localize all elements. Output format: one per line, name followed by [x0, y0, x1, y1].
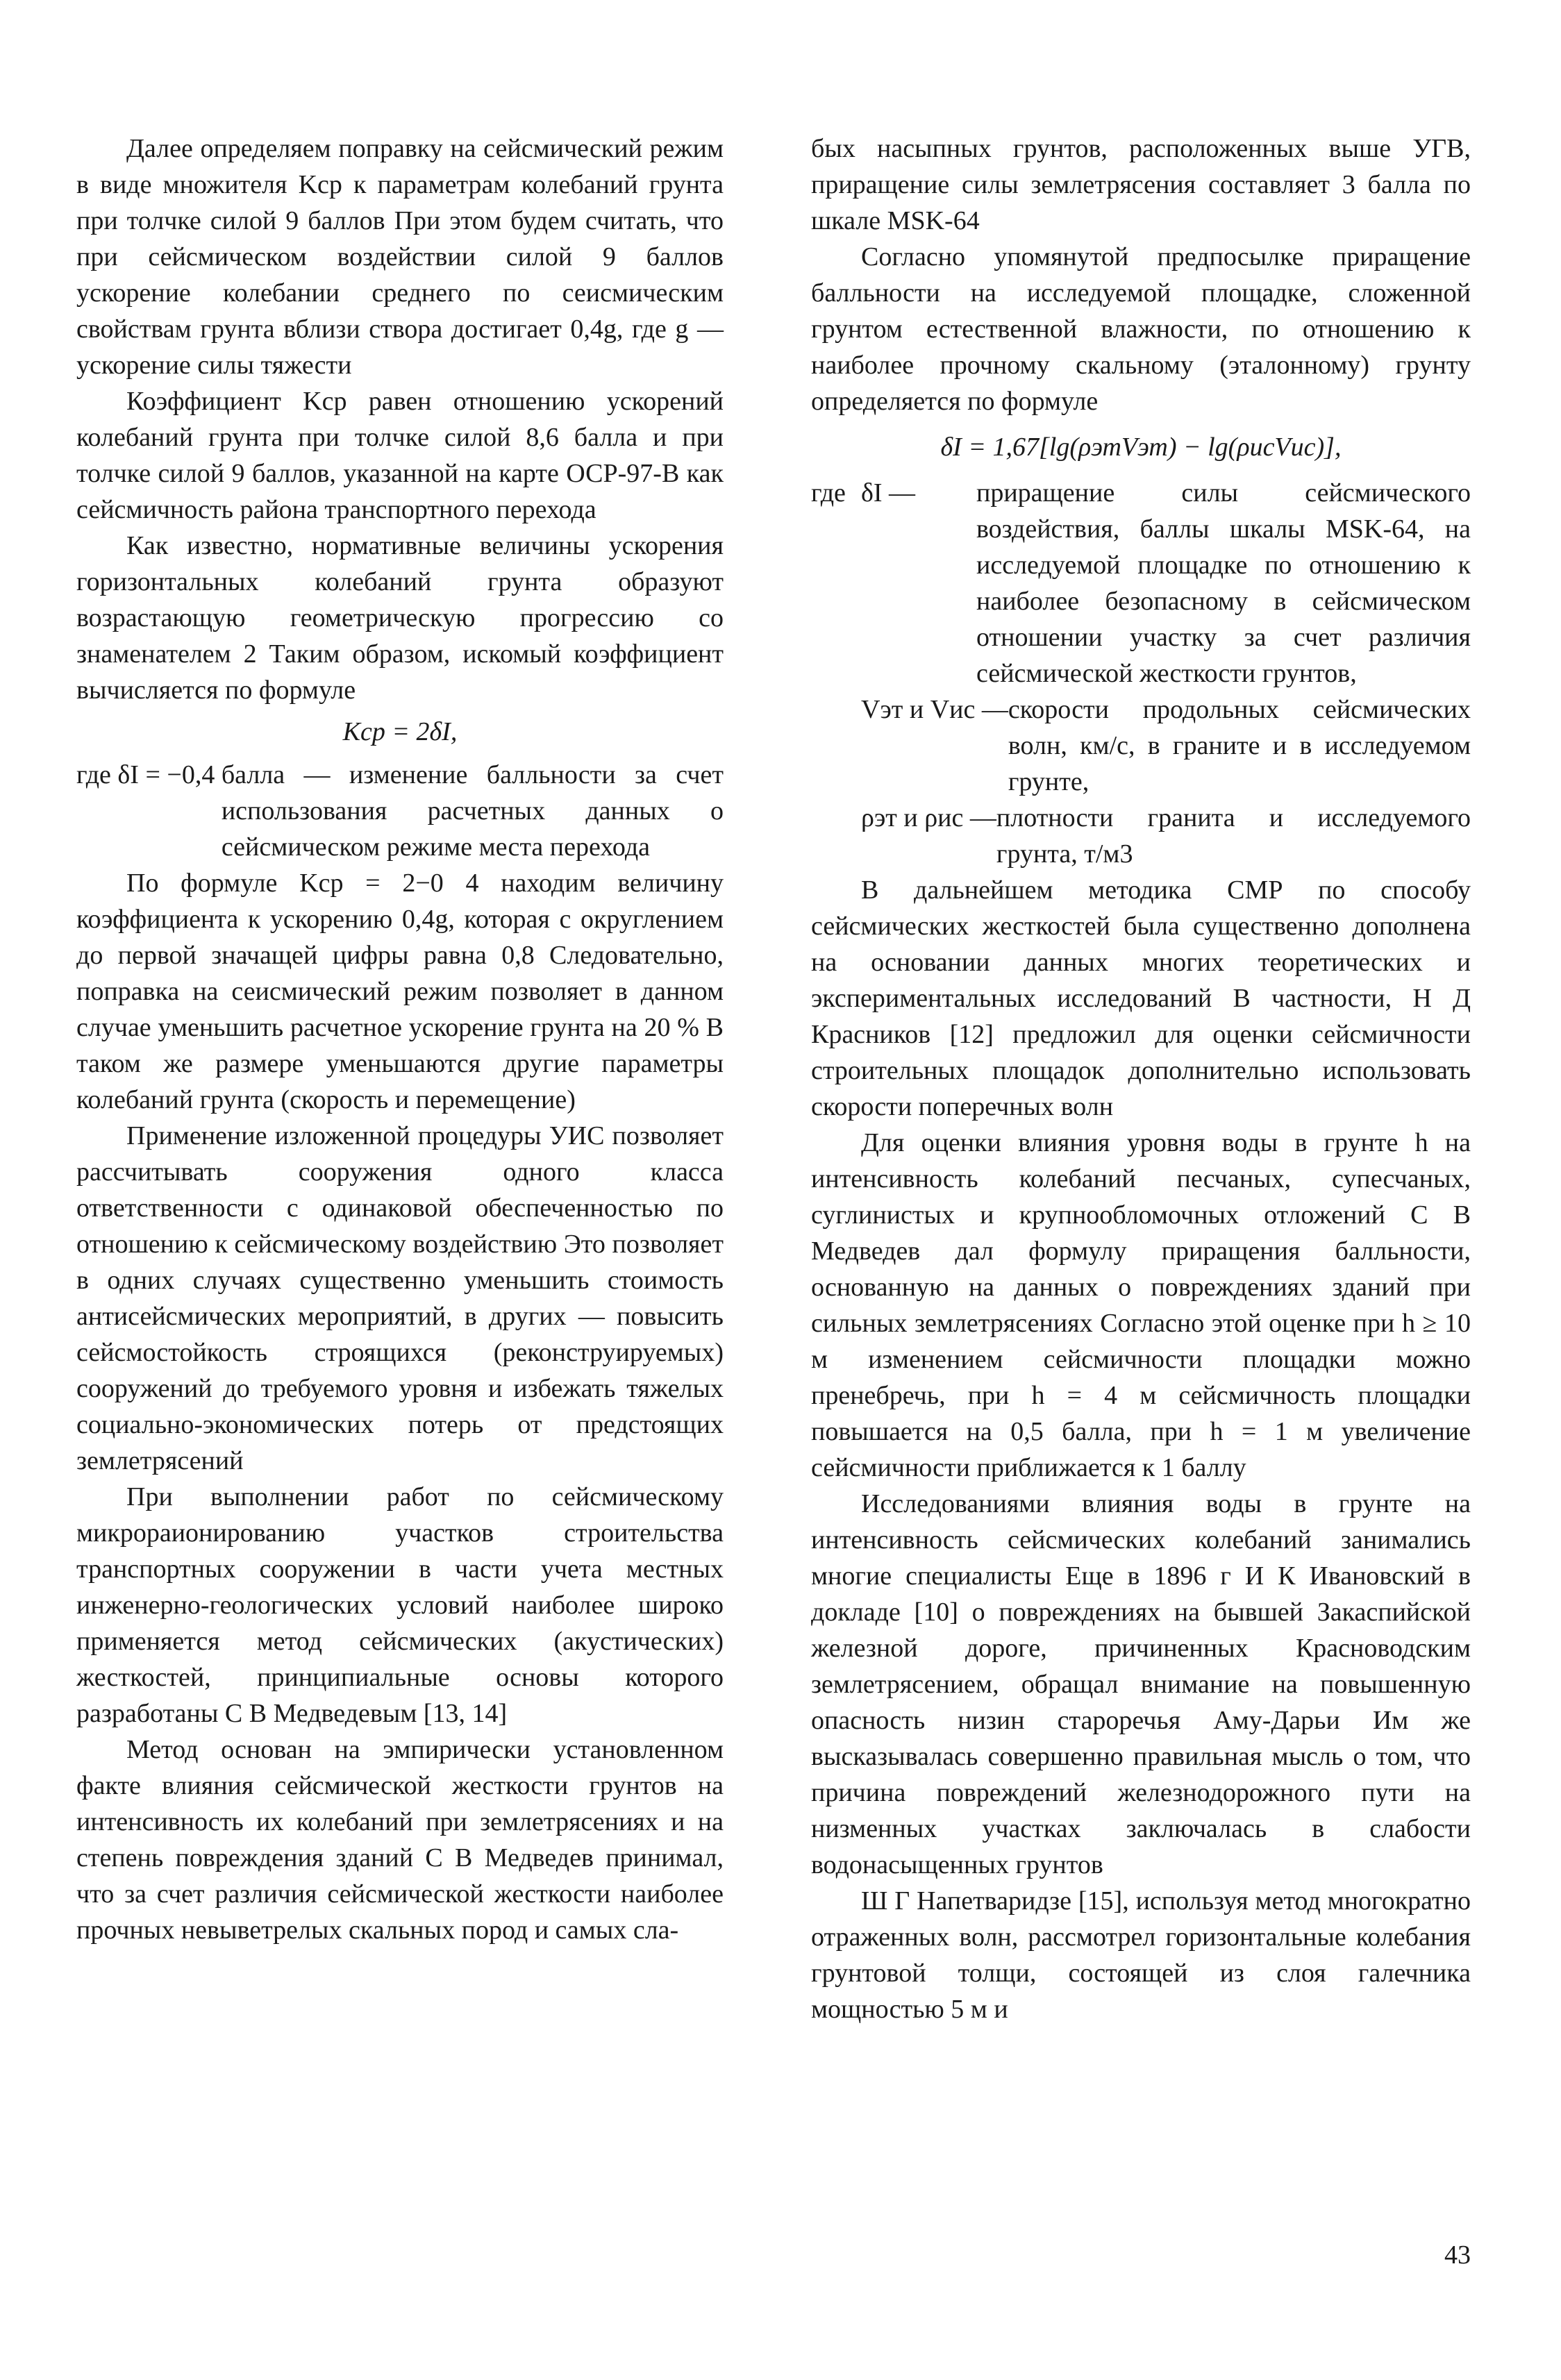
paragraph: Далее определяем поправку на сейсмический режим в виде множителя Kср к параметрам колебаний грунта при толчке силой 9 баллов При этом будем считать, что при сейсмическом воздействии силой 9 баллов ускорение колебании среднего по сеисмическим свойствам грунта вблизи створа достигает 0,4g, где g — ускорение силы тяжести — [76, 134, 724, 380]
definition-where — [811, 800, 861, 872]
paragraph: Метод основан на эмпирически установленном факте влияния сейсмической жесткости грунтов на интенсивность их колебаний при землетрясениях и на степень повреждения зданий С В Медведев принимал, что за счет различия сейсмической жесткости наиболее прочных невыветрелых скальных пород и самых сла- — [76, 1735, 724, 1945]
page-number: 43 — [1444, 2240, 1471, 2270]
definition-text: плотности гранита и исследуемого грунта, т/м3 — [996, 803, 1471, 869]
definition-text: скорости продольных сейсмических волн, км/с, в граните и в исследуемом грунте, — [1008, 695, 1471, 796]
formula-k-sr: Kср = 2δI, — [342, 717, 458, 746]
definition-symbol: Vэт и Vис — — [861, 695, 1008, 724]
formula-definition — [76, 757, 724, 865]
paragraph: По формуле Kср = 2−0 4 находим величину коэффициента к ускорению 0,4g, которая с округлением до первой значащей цифры равна 0,8 Следовательно, поправка на сеисмический режим позволяет в данном случае уменьшить расчетное ускорение грунта на 20 % В таком же размере уменьшаются другие параметры колебаний грунта (скорость и перемещение) — [76, 869, 724, 1114]
right-column — [811, 131, 1471, 2027]
paragraph: При выполнении работ по сейсмическому микрораионированию участков строительства транспортных сооружении в части учета местных инженерно-геологических условий наиболее широко применяется метод сейсмических (акустических) жесткостей, принципиальные основы которого разработаны С В Медведевым [13, 14] — [76, 1482, 724, 1728]
paragraph: Коэффициент Kср равен отношению ускорений колебаний грунта при толчке силой 8,6 балла и при толчке силой 9 баллов, указанной на карте ОСР-97-В как сейсмичность района транспортного перехода — [76, 387, 724, 524]
paragraph: Применение изложенной процедуры УИС позволяет рассчитывать сооружения одного класса ответственности с одинаковой обеспеченностью по отношению к сейсмическому воздействию Это позволяет в одних случаях существенно уменьшить стоимость антисейсмических мероприятий, в других — повысить сейсмостойкость строящихся (реконструируемых) сооружений до требуемого уровня и избежать тяжелых социально-экономических потерь от предстоящих землетрясений — [76, 1121, 724, 1475]
paragraph: Для оценки влияния уровня воды в грунте h на интенсивность колебаний песчаных, супесчаных, суглинистых и крупнообломочных отложений С В Медведев дал формулу приращения балльности, основанную на данных о повреждениях зданий при сильных землетрясениях Согласно этой оценке при h ≥ 10 м изменением сейсмичности площадки можно пренебречь, при h = 4 м сейсмичность площадки повышается на 0,5 балла, при h = 1 м увеличение сейсмичности приближается к 1 баллу — [811, 1128, 1471, 1482]
definition-symbol: δI — — [861, 478, 916, 508]
definition-symbol: ρэт и ρис — — [861, 803, 996, 832]
definition-row — [811, 800, 1471, 872]
paragraph: В дальнейшем методика СМР по способу сейсмических жесткостей была существенно дополнена на основании данных многих теоретических и экспериментальных исследований В частности, Н Д Красников [12] предложил для оценки сейсмичности строительных площадок дополнительно использовать скорости поперечных волн — [811, 875, 1471, 1121]
definition-text: приращение силы сейсмического воздействия, баллы шкалы MSK-64, на исследуемой площадке по отношению к наиболее безопасному в сейсмическом отношении участку за счет различия сейсмической жесткости грунтов, — [976, 478, 1471, 688]
definition-label: где δI = −0,4 — [76, 760, 215, 789]
definition-text: балла — изменение балльности за счет использования расчетных данных о сейсмическом режиме места перехода — [221, 760, 724, 862]
paragraph: Как известно, нормативные величины ускорения горизонтальных колебаний грунта образуют возрастающую геометрическую прогрессию со знаменателем 2 Таким образом, искомый коэффициент вычисляется по формуле — [76, 531, 724, 705]
paragraph: Ш Г Напетваридзе [15], используя метод многократно отраженных волн, рассмотрел горизонтальные колебания грунтовой толщи, состоящей из слоя галечника мощностью 5 м и — [811, 1886, 1471, 2024]
definition-where: где — [811, 478, 846, 508]
definition-where — [811, 692, 861, 800]
definition-list — [811, 475, 1471, 872]
definition-row — [811, 692, 1471, 800]
paragraph: Исследованиями влияния воды в грунте на интенсивность сейсмических колебаний занимались многие специалисты Еще в 1896 г И К Ивановский в докладе [10] о повреждениях на бывшей Закаспийской железной дороге, причиненных Красноводским землетрясением, обращал внимание на повышенную опасность низин староречья Аму-Дарьи Им же высказывалась совершенно правильная мысль о том, что причина повреждений железнодорожного пути на низменных участках заключалась в слабости водонасыщенных грунтов — [811, 1489, 1471, 1879]
paragraph: Согласно упомянутой предпосылке приращение балльности на исследуемой площадке, сложенной грунтом естественной влажности, по отношению к наиболее прочному скальному (эталонному) грунту определяется по формуле — [811, 242, 1471, 416]
definition-row — [811, 475, 1471, 692]
paragraph: бых насыпных грунтов, расположенных выше УГВ, приращение силы землетрясения составляет 3 балла по шкале MSK-64 — [811, 134, 1471, 235]
formula-delta-i: δI = 1,67[lg(ρэтVэт) − lg(ρисVис)], — [940, 433, 1342, 462]
left-column — [76, 131, 724, 1948]
